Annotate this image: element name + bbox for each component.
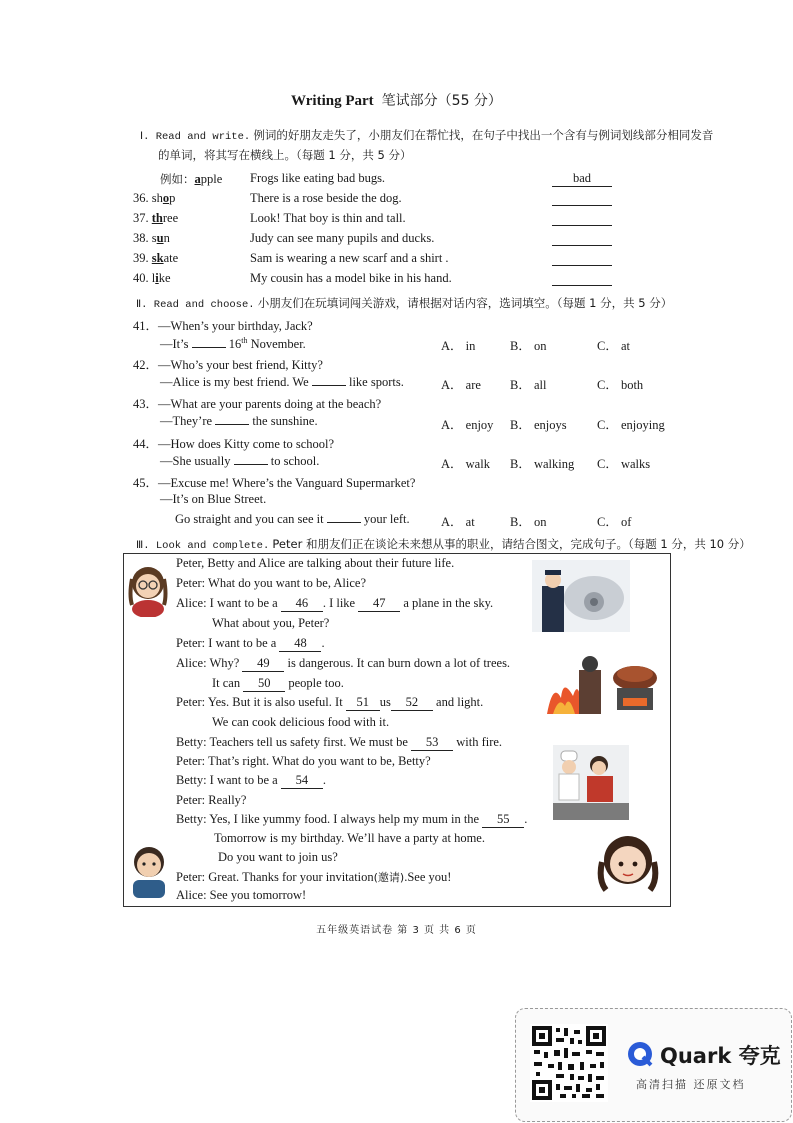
dialogue-line-5: Peter: I want to be a 48 .	[176, 636, 325, 650]
q42-option-a[interactable]: A． are	[441, 378, 481, 392]
quark-subtitle: 高清扫描 还原文档	[636, 1078, 746, 1091]
item-38-answer-blank[interactable]	[552, 231, 612, 246]
section1-instr1: 例词的好朋友走失了，小朋友们在帮忙找，在句子中找出一个含有与例词划线部分相同发音	[253, 128, 714, 142]
section3-heading: Ⅲ. Look and complete. Peter 和朋友们正在谈论未来想从事的职业，请结合图文，完成句子。（每题 1 分，共 10 分）	[136, 537, 751, 552]
q45-blank[interactable]	[327, 522, 361, 523]
item-39-answer-blank[interactable]	[552, 251, 612, 266]
page-footer: 五年级英语试卷 第 3 页 共 6 页	[316, 925, 477, 936]
dialogue-line-10: Betty: Teachers tell us safety first. We must be 53 with fire.	[176, 735, 503, 749]
chef-cooking-picture	[553, 745, 629, 820]
item-36-sentence: There is a rose beside the dog.	[250, 191, 402, 205]
dialogue-line-17: Peter: Great. Thanks for your invitation(邀请).See you!	[176, 870, 452, 884]
title-cn: 笔试部分（55 分）	[381, 93, 502, 109]
q44-option-c[interactable]: C． walks	[597, 457, 651, 471]
item-40-sentence: My cousin has a model bike in his hand.	[250, 271, 452, 285]
q44-question: 44．—How does Kitty come to school?	[133, 437, 335, 451]
q41-blank[interactable]	[192, 347, 226, 348]
quark-brand: Quark 夸克	[660, 1044, 781, 1068]
item-37-word: 37. three	[133, 211, 179, 225]
item-38-sentence: Judy can see many pupils and ducks.	[250, 231, 435, 245]
q44-option-b[interactable]: B． walking	[510, 457, 575, 471]
pilot-with-plane-picture	[532, 560, 630, 632]
q42-answer: —Alice is my best friend. We like sports.	[160, 375, 404, 389]
q43-option-c[interactable]: C． enjoying	[597, 418, 665, 432]
girl-betty-picture	[596, 828, 660, 900]
qr-code-icon	[530, 1024, 608, 1102]
dialogue-line-7: It can 50 people too.	[212, 676, 344, 690]
q44-answer: —She usually to school.	[160, 454, 320, 468]
item-40-answer-blank[interactable]	[552, 271, 612, 286]
dialogue-line-3: Alice: I want to be a 46 . I like 47 a plane in the sky.	[176, 596, 494, 610]
item-36-word: 36. shop	[133, 191, 176, 205]
dialogue-line-8: Peter: Yes. But it is also useful. It 51 us 52 and light.	[176, 695, 484, 709]
q42-blank[interactable]	[312, 385, 346, 386]
q41-answer: —It’s 16th November.	[160, 336, 306, 352]
q43-option-b[interactable]: B． enjoys	[510, 418, 567, 432]
dialogue-line-12: Betty: I want to be a 54 .	[176, 773, 326, 787]
item-37-sentence: Look! That boy is thin and tall.	[250, 211, 406, 225]
example-word: 例如：apple	[160, 172, 223, 186]
q41-option-c[interactable]: C． at	[597, 339, 630, 353]
dialogue-line-1: Peter, Betty and Alice are talking about their future life.	[176, 556, 455, 570]
q43-question: 43．—What are your parents doing at the beach?	[133, 397, 382, 411]
blank-54[interactable]: 54	[281, 773, 323, 789]
dialogue-line-16: Do you want to join us?	[218, 850, 338, 864]
dialogue-line-18: Alice: See you tomorrow!	[176, 888, 307, 902]
dialogue-line-14: Betty: Yes, I like yummy food. I always help my mum in the 55 .	[176, 812, 528, 826]
dialogue-line-9: We can cook delicious food with it.	[212, 715, 390, 729]
blank-48[interactable]: 48	[279, 636, 321, 652]
section1-heading	[140, 127, 713, 143]
dialogue-line-13: Peter: Really?	[176, 793, 247, 807]
quark-logo-icon	[626, 1040, 654, 1068]
boy-peter-picture	[125, 838, 173, 898]
q45-option-c[interactable]: C． of	[597, 515, 632, 529]
q45-option-b[interactable]: B． on	[510, 515, 547, 529]
q45-answer: Go straight and you can see it your left.	[175, 512, 410, 526]
example-sentence: Frogs like eating bad bugs.	[250, 171, 386, 185]
q41-question: 41．—When’s your birthday, Jack?	[133, 319, 313, 333]
q42-option-c[interactable]: C． both	[597, 378, 644, 392]
blank-47[interactable]: 47	[358, 596, 400, 612]
section1-label: Ⅰ. Read and write.	[140, 131, 251, 143]
title-en: Writing Part	[291, 93, 374, 109]
dialogue-line-2: Peter: What do you want to be, Alice?	[176, 576, 366, 590]
item-38-word: 38. sun	[133, 231, 170, 245]
q42-option-b[interactable]: B． all	[510, 378, 547, 392]
q44-blank[interactable]	[234, 464, 268, 465]
blank-52[interactable]: 52	[391, 695, 433, 711]
blank-46[interactable]: 46	[281, 596, 323, 612]
q43-option-a[interactable]: A． enjoy	[441, 418, 494, 432]
item-37-answer-blank[interactable]	[552, 211, 612, 226]
q44-option-a[interactable]: A． walk	[441, 457, 490, 471]
blank-50[interactable]: 50	[243, 676, 285, 692]
section2-heading: Ⅱ. Read and choose. 小朋友们在玩填词闯关游戏，请根据对话内容，选词填空。（每题 1 分，共 5 分）	[136, 296, 673, 311]
blank-51[interactable]: 51	[346, 695, 380, 711]
blank-55[interactable]: 55	[482, 812, 524, 828]
q43-blank[interactable]	[215, 424, 249, 425]
blank-49[interactable]: 49	[242, 656, 284, 672]
q45-option-a[interactable]: A． at	[441, 515, 475, 529]
page-title	[0, 90, 793, 110]
item-39-word: 39. skate	[133, 251, 179, 265]
q45-question: 45．—Excuse me! Where’s the Vanguard Supermarket?	[133, 476, 416, 490]
q42-question: 42．—Who’s your best friend, Kitty?	[133, 358, 323, 372]
q41-option-a[interactable]: A． in	[441, 339, 476, 353]
dialogue-line-6: Alice: Why? 49 is dangerous. It can burn down a lot of trees.	[176, 656, 511, 670]
item-36-answer-blank[interactable]	[552, 191, 612, 206]
q41-option-b[interactable]: B． on	[510, 339, 547, 353]
firefighter-and-stove-picture	[543, 648, 663, 718]
dialogue-line-4: What about you, Peter?	[212, 616, 330, 630]
q43-answer: —They’re the sunshine.	[160, 414, 318, 428]
example-answer: bad	[552, 171, 612, 187]
dialogue-line-11: Peter: That’s right. What do you want to be, Betty?	[176, 754, 431, 768]
item-40-word: 40. like	[133, 271, 171, 285]
section1-instr2: 的单词，将其写在横线上。（每题 1 分，共 5 分）	[158, 148, 412, 162]
dialogue-line-15: Tomorrow is my birthday. We’ll have a party at home.	[214, 831, 485, 845]
q45-question2: —It’s on Blue Street.	[160, 492, 267, 506]
item-39-sentence: Sam is wearing a new scarf and a shirt .	[250, 251, 449, 265]
girl-with-glasses-picture	[123, 557, 173, 617]
blank-53[interactable]: 53	[411, 735, 453, 751]
